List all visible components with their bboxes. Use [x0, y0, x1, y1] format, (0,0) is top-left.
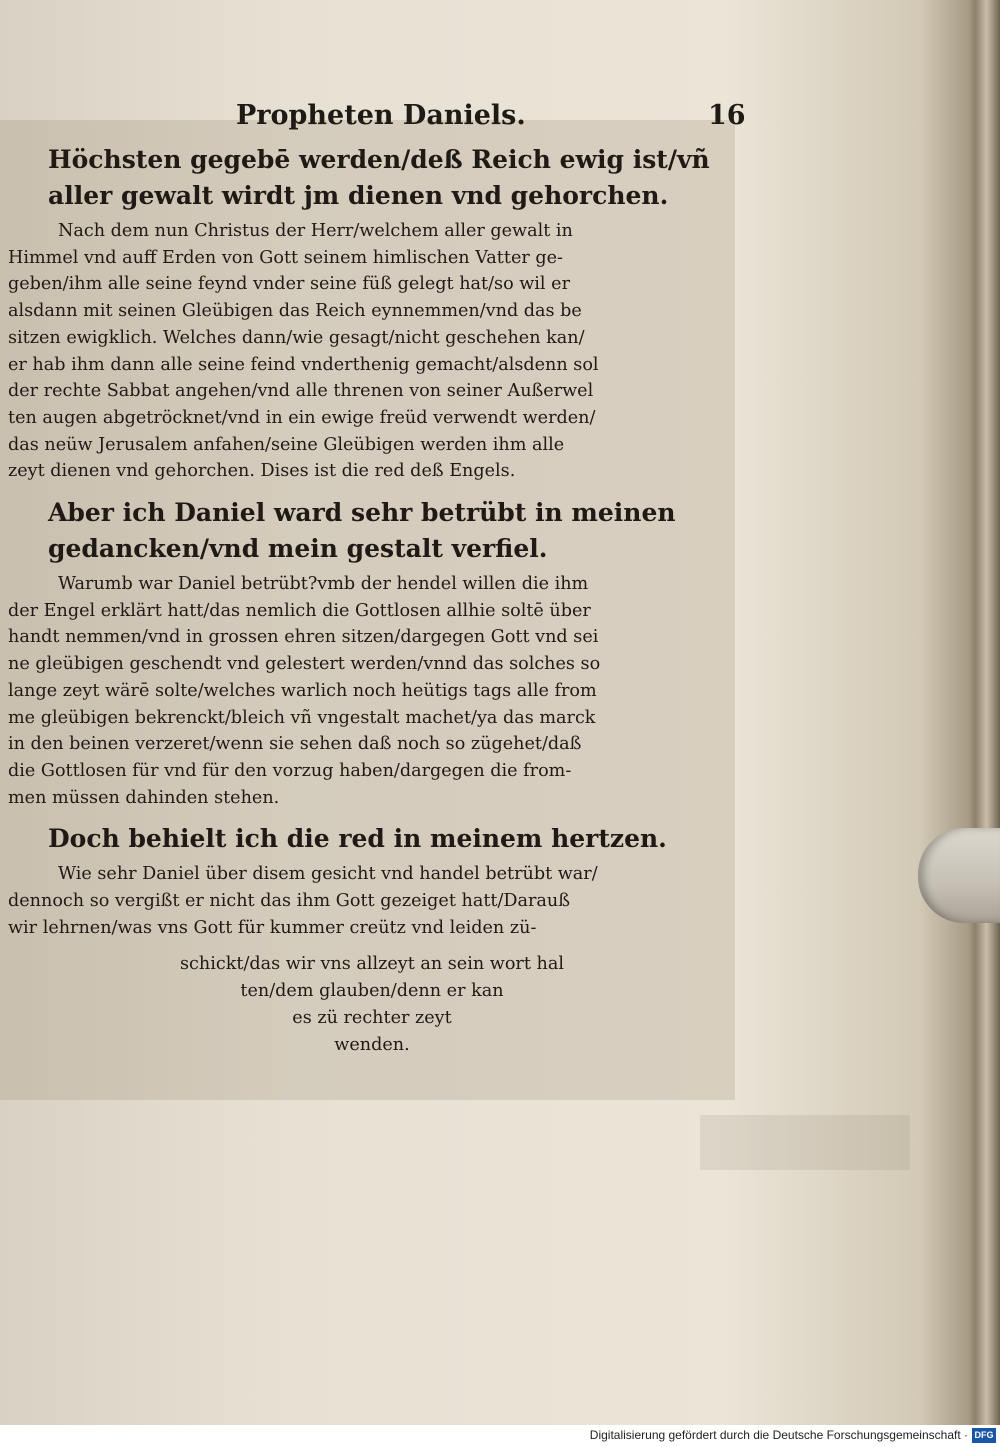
- funding-credit: Digitalisierung gefördert durch die Deutsche Forschungsgemeinschaft ·: [589, 1428, 968, 1442]
- text-line: schickt/das wir vns allzeyt an sein wort hal: [180, 954, 564, 975]
- text-line: der rechte Sabbat angehen/vnd alle threnen von seiner Außerwel: [8, 381, 594, 402]
- text-line: Warumb war Daniel betrübt?vmb der hendel willen die ihm: [58, 574, 589, 595]
- text-line: handt nemmen/vnd in grossen ehren sitzen/dargegen Gott vnd sei: [8, 627, 599, 648]
- text-line: me gleübigen bekrenckt/bleich vñ vngestalt machet/ya das marck: [8, 707, 596, 728]
- text-line: men müssen dahinden stehen.: [8, 787, 280, 808]
- page-clip: [918, 828, 1000, 923]
- text-line: Wie sehr Daniel über disem gesicht vnd handel betrübt war/: [58, 864, 598, 885]
- text-line: wir lehrnen/was vns Gott für kummer creütz vnd leiden zü-: [8, 917, 537, 938]
- text-line: die Gottlosen für vnd für den vorzug haben/dargegen die from-: [8, 760, 572, 781]
- page-text: [8, 100, 746, 1068]
- text-line: gedancken/vnd mein gestalt verfiel.: [48, 534, 548, 564]
- text-line: Himmel vnd auff Erden von Gott seinem himlischen Vatter ge-: [8, 247, 563, 268]
- text-line: es zü rechter zeyt: [292, 1007, 452, 1028]
- text-line: alsdann mit seinen Gleübigen das Reich eynnemmen/vnd das be: [8, 301, 582, 322]
- running-head: [8, 100, 746, 142]
- running-title: Propheten Daniels.: [236, 100, 526, 131]
- page-number: 16: [708, 100, 746, 131]
- dfg-logo: DFG: [972, 1428, 996, 1443]
- heading-block: [8, 821, 736, 857]
- text-line: sitzen ewigklich. Welches dann/wie gesagt/nicht geschehen kan/: [8, 327, 585, 348]
- text-line: in den beinen verzeret/wenn sie sehen daß noch so zügehet/daß: [8, 734, 582, 755]
- digitization-footer: [0, 1425, 1000, 1447]
- heading-block: [8, 495, 736, 567]
- text-line: dennoch so vergißt er nicht das ihm Gott gezeiget hatt/Darauß: [8, 891, 570, 912]
- text-line: das neüw Jerusalem anfahen/seine Gleübigen werden ihm alle: [8, 434, 565, 455]
- text-line: aller gewalt wirdt jm dienen vnd gehorchen.: [48, 181, 669, 210]
- text-line: wenden.: [334, 1034, 410, 1055]
- text-line: lange zeyt wärē solte/welches warlich noch heütigs tags alle from: [8, 680, 597, 701]
- text-line: Aber ich Daniel ward sehr betrübt in meinen: [48, 498, 676, 528]
- ink-bleed-through: [700, 1115, 910, 1170]
- heading-block: [8, 142, 736, 214]
- paragraph: [8, 218, 736, 485]
- text-line: Nach dem nun Christus der Herr/welchem aller gewalt in: [58, 221, 573, 241]
- text-line: er hab ihm dann alle seine feind vnderthenig gemacht/alsdenn sol: [8, 354, 599, 375]
- paragraph: [8, 861, 736, 941]
- text-line: zeyt dienen vnd gehorchen. Dises ist die red deß Engels.: [8, 461, 516, 482]
- text-line: ne gleübigen geschendt vnd gelestert werden/vnnd das solches so: [8, 654, 601, 675]
- closing-paragraph: [8, 951, 736, 1058]
- text-line: ten augen abgetröcknet/vnd in ein ewige freüd verwendt werden/: [8, 407, 596, 428]
- text-line: Doch behielt ich die red in meinem hertzen.: [48, 824, 667, 854]
- paragraph: [8, 571, 736, 811]
- text-line: ten/dem glauben/denn er kan: [240, 981, 504, 1002]
- text-line: Höchsten gegebē werden/deß Reich ewig ist/vñ: [48, 145, 710, 174]
- text-line: geben/ihm alle seine feynd vnder seine füß gelegt hat/so wil er: [8, 274, 570, 295]
- text-line: der Engel erklärt hatt/das nemlich die Gottlosen allhie soltē über: [8, 600, 591, 621]
